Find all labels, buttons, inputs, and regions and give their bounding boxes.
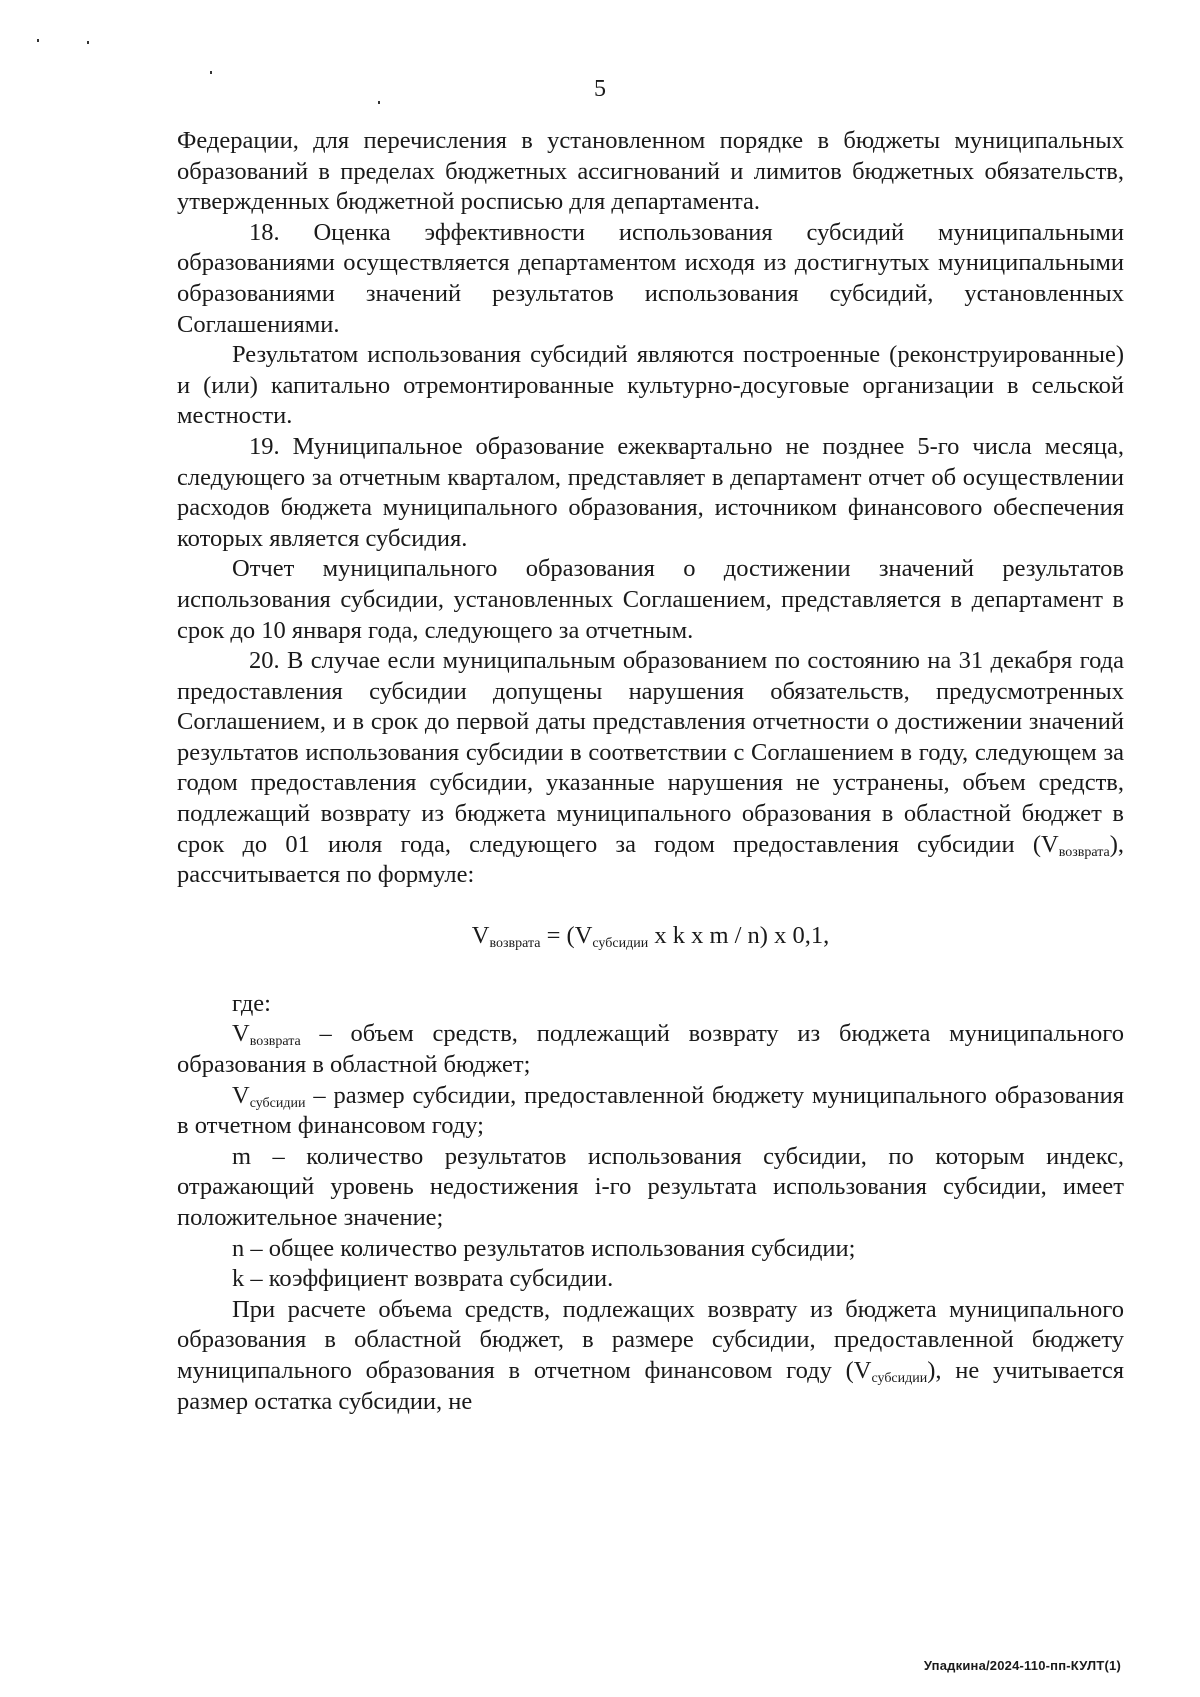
scan-speck xyxy=(87,41,89,44)
formula-symbol: V xyxy=(471,921,490,949)
paragraph-continuation: Федерации, для перечисления в установленном порядке в бюджеты муниципальных образований в пределах бюджетных ассигнований и лимитов бюджетных обязательств, утвержденных бюджетной росписью для департамента. xyxy=(177,127,1124,216)
paragraph-20-tail: ), рассчитывается по формуле: xyxy=(177,830,1124,889)
paragraph-18: 18. Оценка эффективности использования субсидий муниципальными образованиями осуществляется департаментом исходя из достигнутых муниципальными образованиями значений результатов использования субсидий, установленных Соглашениями. xyxy=(177,218,1124,338)
definition-subscript: субсидии xyxy=(249,1095,306,1111)
calculation-text: При расчете объема средств, подлежащих возврату из бюджета муниципального образования в областной бюджет, в размере субсидии, предоставленной бюджету муниципального образования в отчетном финансовом году (V xyxy=(177,1295,1124,1384)
paragraph-19: 19. Муниципальное образование ежеквартально не позднее 5-го числа месяца, следующего за отчетным кварталом, представляет в департамент отчет об осуществлении расходов бюджета муниципального образования, источником финансового обеспечения которых является субсидия. xyxy=(177,432,1124,552)
definition-v-subsidii xyxy=(177,1081,1124,1142)
formula xyxy=(177,921,1124,951)
formula-part: x k x m / n) x 0,1, xyxy=(648,921,830,949)
paragraph-calculation xyxy=(177,1295,1124,1417)
page-number: 5 xyxy=(594,76,606,102)
formula-subscript: субсидии xyxy=(592,935,649,951)
document-code: Упадкина/2024-110-пп-КУЛТ(1) xyxy=(923,1658,1121,1673)
definition-v-vozvrata xyxy=(177,1019,1124,1080)
paragraph-20-text: 20. В случае если муниципальным образованием по состоянию на 31 декабря года предоставления субсидии допущены нарушения обязательств, предусмотренных Соглашением, и в срок до первой даты представления отчетности о достижении значений результатов использования субсидии в соответствии с Соглашением в году, следующем за годом предоставления субсидии, указанные нарушения не устранены, объем средств, подлежащий возврату из бюджета муниципального образования в областной бюджет в срок до 01 июля года, следующего за годом предоставления субсидии (V xyxy=(177,647,1124,858)
subscript: субсидии xyxy=(871,1370,928,1386)
calculation-tail: ), не учитывается размер остатка субсидии, не xyxy=(177,1356,1124,1415)
scan-speck xyxy=(37,39,39,42)
definition-text: – размер субсидии, предоставленной бюджету муниципального образования в отчетном финансовом году; xyxy=(177,1081,1124,1140)
where-label: где: xyxy=(232,989,271,1017)
definition-symbol: V xyxy=(232,1020,250,1048)
subscript: возврата xyxy=(1058,844,1110,860)
formula-subscript: возврата xyxy=(489,935,541,951)
definition-k: k – коэффициент возврата субсидии. xyxy=(232,1265,614,1293)
formula-part: = (V xyxy=(540,921,593,949)
definition-n: n – общее количество результатов использования субсидии; xyxy=(232,1234,856,1262)
definition-symbol: V xyxy=(232,1081,250,1109)
definition-text: – объем средств, подлежащий возврату из бюджета муниципального образования в областной бюджет; xyxy=(177,1020,1124,1079)
definition-m: m – количество результатов использования субсидии, по которым индекс, отражающий уровень недостижения i-го результата использования субсидии, имеет положительное значение; xyxy=(177,1142,1124,1231)
paragraph-report: Отчет муниципального образования о достижении значений результатов использования субсидии, установленных Соглашением, представляется в департамент в срок до 10 января года, следующего за отчетным. xyxy=(177,555,1124,644)
paragraph-result: Результатом использования субсидий являются построенные (реконструированные) и (или) капитально отремонтированные культурно-досуговые организации в сельской местности. xyxy=(177,341,1124,430)
document-body xyxy=(177,126,1124,1417)
paragraph-20 xyxy=(177,646,1124,891)
scan-speck xyxy=(210,71,212,74)
definition-subscript: возврата xyxy=(249,1034,301,1050)
